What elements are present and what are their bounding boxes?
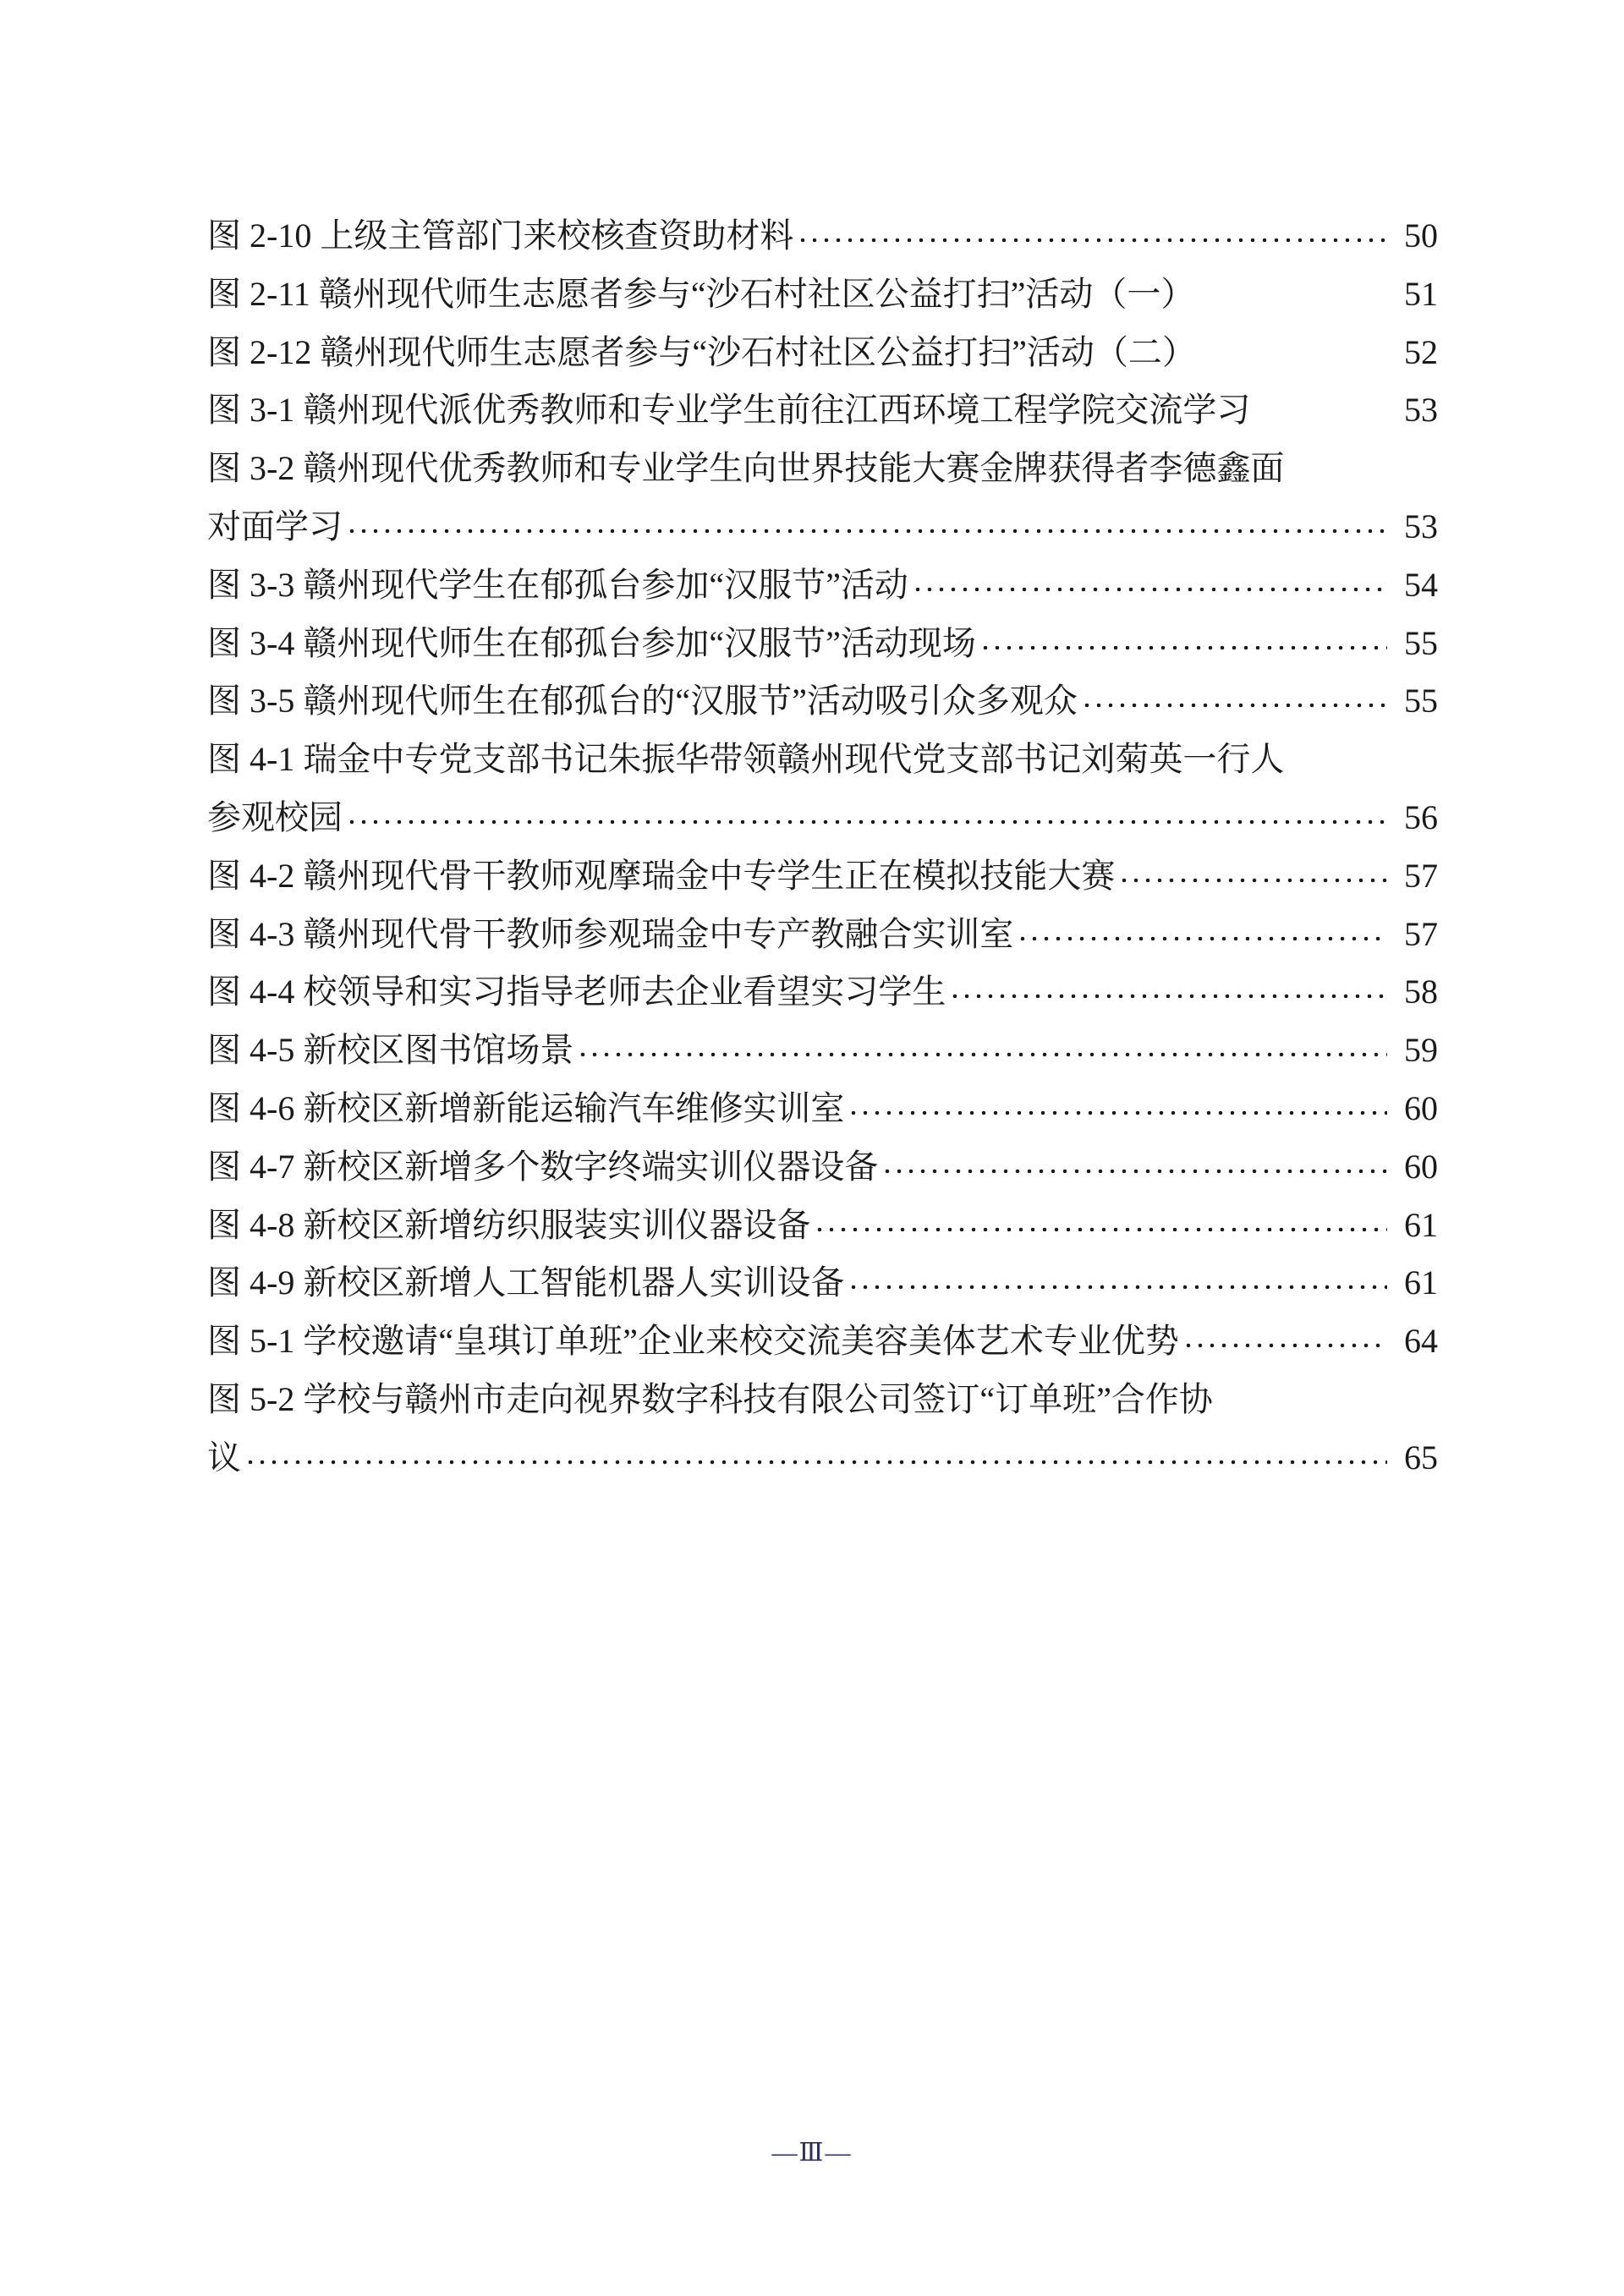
toc-entry-label: 图 4-3 赣州现代骨干教师参观瑞金中专产教融合实训室: [207, 914, 1014, 953]
toc-entry-page: 65: [1404, 1438, 1438, 1477]
toc-entry-label-continued: 对面学习: [207, 507, 343, 545]
toc-entry-continuation[interactable]: [207, 789, 1438, 847]
toc-dot-leader: [577, 1048, 1387, 1061]
toc-dot-leader: [1199, 350, 1387, 364]
toc-entry-page: 61: [1404, 1263, 1438, 1302]
toc-entry-label-continued: 参观校园: [207, 797, 343, 836]
toc-dot-leader: [1118, 874, 1387, 887]
toc-entry-page: 58: [1404, 973, 1438, 1011]
toc-entry-page: 50: [1404, 216, 1438, 255]
toc-entry[interactable]: [207, 1022, 1438, 1080]
toc-entry-continuation[interactable]: [207, 1429, 1438, 1488]
toc-dot-leader: [848, 1280, 1387, 1294]
toc-entry[interactable]: [207, 324, 1438, 382]
toc-dot-leader: [1017, 932, 1387, 945]
toc-entry-label: 图 3-4 赣州现代师生在郁孤台参加“汉服节”活动现场: [207, 623, 976, 662]
toc-entry-page: 64: [1404, 1322, 1438, 1361]
toc-dot-leader: [949, 989, 1387, 1003]
toc-dot-leader: [797, 233, 1387, 247]
toc-entry-label: 图 4-4 校领导和实习指导老师去企业看望实习学生: [207, 973, 946, 1011]
toc-dot-leader: [1198, 292, 1387, 305]
toc-entry[interactable]: [207, 1254, 1438, 1312]
toc-entry-label: 图 2-11 赣州现代师生志愿者参与“沙石村社区公益打扫”活动（一）: [207, 274, 1195, 313]
toc-entry[interactable]: [207, 266, 1438, 324]
toc-entry[interactable]: [207, 731, 1438, 789]
toc-entry-label-continued: 议: [207, 1438, 241, 1477]
page-number-footer: —Ⅲ—: [771, 2139, 853, 2167]
toc-entry-page: 60: [1404, 1147, 1438, 1186]
toc-entry-page: 56: [1404, 797, 1438, 836]
toc-entry-page: 61: [1404, 1205, 1438, 1244]
toc-entry[interactable]: [207, 1312, 1438, 1371]
toc-entry[interactable]: [207, 1197, 1438, 1255]
toc-dot-leader: [1081, 699, 1387, 712]
toc-entry[interactable]: [207, 381, 1438, 440]
toc-dot-leader: [814, 1223, 1387, 1236]
toc-entry-page: 57: [1404, 856, 1438, 895]
toc-entry-page: 55: [1404, 623, 1438, 662]
toc-entry[interactable]: [207, 906, 1438, 964]
toc-entry-label: 图 4-9 新校区新增人工智能机器人实训设备: [207, 1263, 845, 1302]
toc-entry[interactable]: [207, 847, 1438, 906]
toc-entry[interactable]: [207, 440, 1438, 498]
toc-entry[interactable]: [207, 1080, 1438, 1138]
toc-entry-label: 图 5-1 学校邀请“皇琪订单班”企业来校交流美容美体艺术专业优势: [207, 1322, 1179, 1361]
toc-entry-page: 55: [1404, 682, 1438, 721]
toc-entry-label: 图 4-6 新校区新增新能运输汽车维修实训室: [207, 1088, 845, 1127]
toc-dot-leader: [1254, 408, 1387, 421]
toc-entry-page: 51: [1404, 274, 1438, 313]
toc-entry-label: 图 4-7 新校区新增多个数字终端实训仪器设备: [207, 1147, 879, 1186]
toc-entry-page: 54: [1404, 565, 1438, 604]
toc-entry-label: 图 4-8 新校区新增纺织服装实训仪器设备: [207, 1205, 811, 1244]
toc-entry[interactable]: [207, 963, 1438, 1022]
toc-entry[interactable]: [207, 556, 1438, 615]
toc-dot-leader: [1216, 1397, 1387, 1411]
toc-dot-leader: [881, 1164, 1387, 1178]
toc-entry-label: 图 2-10 上级主管部门来校核查资助材料: [207, 216, 794, 255]
toc-entry-label: 图 4-1 瑞金中专党支部书记朱振华带领赣州现代党支部书记刘菊英一行人: [207, 740, 1285, 779]
toc-entry[interactable]: [207, 615, 1438, 673]
toc-entry-label: 图 4-5 新校区图书馆场景: [207, 1031, 574, 1070]
toc-dot-leader: [848, 1106, 1387, 1120]
toc-entry-label: 图 3-1 赣州现代派优秀教师和专业学生前往江西环境工程学院交流学习: [207, 391, 1251, 430]
toc-dot-leader: [979, 641, 1387, 655]
toc-entry-label: 图 5-2 学校与赣州市走向视界数字科技有限公司签订“订单班”合作协: [207, 1379, 1213, 1418]
toc-entry-page: 52: [1404, 332, 1438, 371]
toc-entry-page: 57: [1404, 914, 1438, 953]
toc-entry-page: 53: [1404, 391, 1438, 430]
toc-entry[interactable]: [207, 1371, 1438, 1429]
toc-dot-leader: [1287, 757, 1387, 770]
toc-dot-leader: [1287, 466, 1387, 479]
toc-entry[interactable]: [207, 1138, 1438, 1197]
toc-dot-leader: [912, 583, 1387, 596]
toc-entry-page: 59: [1404, 1031, 1438, 1070]
toc-list: [207, 207, 1438, 1488]
toc-entry-label: 图 3-3 赣州现代学生在郁孤台参加“汉服节”活动: [207, 565, 908, 604]
toc-entry-label: 图 3-2 赣州现代优秀教师和专业学生向世界技能大赛金牌获得者李德鑫面: [207, 449, 1285, 488]
toc-entry-page: 60: [1404, 1088, 1438, 1127]
toc-dot-leader: [346, 815, 1387, 829]
toc-dot-leader: [346, 524, 1387, 538]
toc-entry[interactable]: [207, 672, 1438, 731]
toc-entry[interactable]: [207, 207, 1438, 266]
toc-entry-label: 图 3-5 赣州现代师生在郁孤台的“汉服节”活动吸引众多观众: [207, 682, 1078, 721]
toc-dot-leader: [1182, 1339, 1387, 1352]
toc-entry-continuation[interactable]: [207, 498, 1438, 556]
toc-dot-leader: [244, 1455, 1387, 1469]
toc-entry-label: 图 2-12 赣州现代师生志愿者参与“沙石村社区公益打扫”活动（二）: [207, 332, 1196, 371]
toc-entry-label: 图 4-2 赣州现代骨干教师观摩瑞金中专学生正在模拟技能大赛: [207, 856, 1116, 895]
toc-entry-page: 53: [1404, 507, 1438, 545]
